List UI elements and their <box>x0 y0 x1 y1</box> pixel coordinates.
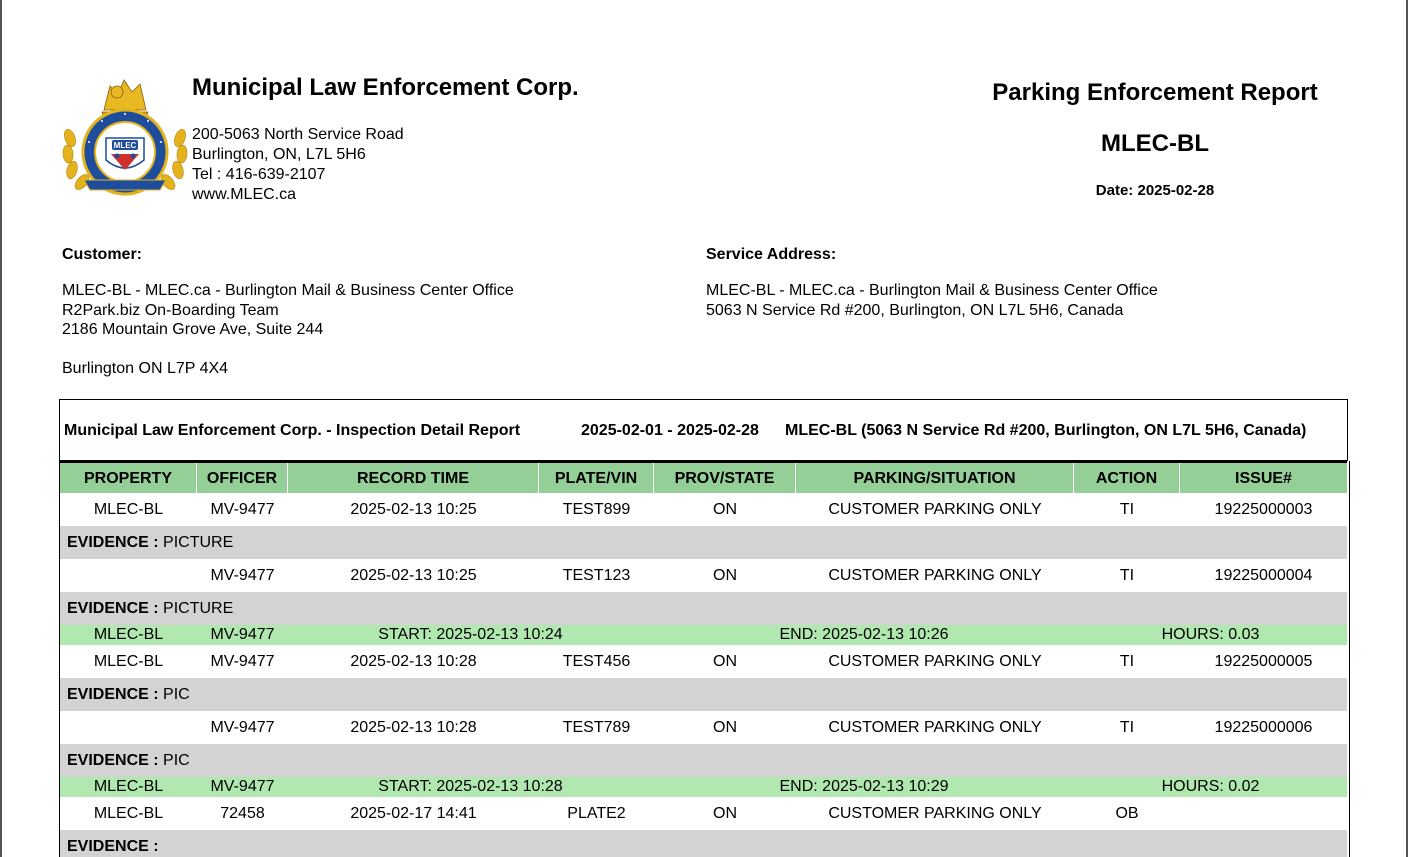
cell-record-time: 2025-02-13 10:25 <box>350 567 477 584</box>
detail-report-site: MLEC-BL (5063 N Service Rd #200, Burlington, ON L7L 5H6, Canada) <box>785 422 1307 439</box>
cell-issue: 19225000005 <box>1214 653 1313 670</box>
address-city: Burlington, ON, L7L 5H6 <box>192 146 366 163</box>
session-end: END: 2025-02-13 10:26 <box>779 626 949 643</box>
service-address-line: MLEC-BL - MLEC.ca - Burlington Mail & Business Center Office <box>706 282 1158 299</box>
cell-prov-state: ON <box>713 501 737 518</box>
cell-issue: 19225000003 <box>1214 501 1313 518</box>
cell-officer: MV-9477 <box>210 501 275 518</box>
cell-action: TI <box>1119 567 1135 584</box>
cell-record-time: 2025-02-13 10:25 <box>350 501 477 518</box>
cell-parking-situation: CUSTOMER PARKING ONLY <box>828 719 1042 736</box>
column-header-issue: ISSUE# <box>1235 470 1292 487</box>
cell-record-time: 2025-02-13 10:28 <box>350 653 477 670</box>
session-end: END: 2025-02-13 10:29 <box>779 778 949 795</box>
evidence-label: EVIDENCE : PIC <box>67 686 190 703</box>
cell-parking-situation: CUSTOMER PARKING ONLY <box>828 501 1042 518</box>
column-header-action: ACTION <box>1074 463 1180 493</box>
cell-property: MLEC-BL <box>93 501 164 518</box>
page-border-left <box>0 0 2 857</box>
cell-officer: MV-9477 <box>210 653 275 670</box>
svg-text:MLEC: MLEC <box>113 141 137 150</box>
evidence-row <box>60 592 1347 625</box>
session-property: MLEC-BL <box>93 778 164 795</box>
address-website: www.MLEC.ca <box>192 186 297 203</box>
service-address-heading: Service Address: <box>706 246 837 263</box>
column-header-record-time: RECORD TIME <box>288 463 539 493</box>
cell-prov-state: ON <box>713 719 737 736</box>
customer-line: MLEC-BL - MLEC.ca - Burlington Mail & Business Center Office <box>62 282 514 299</box>
customer-address <box>62 281 514 340</box>
cell-plate-vin: TEST456 <box>562 653 631 670</box>
cell-plate-vin: TEST899 <box>562 501 631 518</box>
session-hours: HOURS: 0.02 <box>1161 778 1260 795</box>
cell-plate-vin: TEST123 <box>562 567 631 584</box>
column-header-parking-situation: PARKING/SITUATION <box>796 463 1074 493</box>
cell-action: TI <box>1119 653 1135 670</box>
session-summary-row <box>60 777 1347 797</box>
cell-prov-state: ON <box>713 567 737 584</box>
report-code: MLEC-BL <box>1101 130 1209 157</box>
cell-action: TI <box>1119 719 1135 736</box>
session-summary-row <box>60 625 1347 645</box>
column-header-property: PROPERTY <box>60 463 197 493</box>
table-row <box>60 797 1347 830</box>
cell-officer: MV-9477 <box>210 719 275 736</box>
evidence-row <box>60 830 1347 857</box>
customer-line: 2186 Mountain Grove Ave, Suite 244 <box>62 321 324 339</box>
column-header-plate-vin: PLATE/VIN <box>539 463 654 493</box>
evidence-row <box>60 744 1347 777</box>
address-street: 200-5063 North Service Road <box>192 126 404 143</box>
column-header-prov-state: PROV/STATE <box>654 463 796 493</box>
cell-issue: 19225000004 <box>1214 567 1313 584</box>
cell-parking-situation: CUSTOMER PARKING ONLY <box>828 567 1042 584</box>
cell-record-time: 2025-02-17 14:41 <box>350 805 477 822</box>
evidence-row <box>60 678 1347 711</box>
evidence-label: EVIDENCE : PICTURE <box>67 534 234 551</box>
service-address-line: 5063 N Service Rd #200, Burlington, ON L7L 5H6, Canada <box>706 301 1124 319</box>
company-name: Municipal Law Enforcement Corp. <box>192 74 579 101</box>
evidence-label: EVIDENCE : <box>67 838 159 855</box>
session-hours: HOURS: 0.03 <box>1161 626 1260 643</box>
report-date: Date: 2025-02-28 <box>1095 182 1215 199</box>
customer-heading: Customer: <box>62 246 143 263</box>
inspection-table <box>59 461 1350 857</box>
cell-action: TI <box>1119 501 1135 518</box>
cell-record-time: 2025-02-13 10:28 <box>350 719 477 736</box>
address-phone: Tel : 416-639-2107 <box>192 166 326 183</box>
cell-officer: MV-9477 <box>210 567 275 584</box>
table-row <box>60 711 1347 744</box>
mlec-logo-badge <box>62 76 188 198</box>
table-row <box>60 493 1347 526</box>
session-officer: MV-9477 <box>210 778 275 795</box>
cell-plate-vin: PLATE2 <box>567 805 626 822</box>
evidence-label: EVIDENCE : PICTURE <box>67 600 234 617</box>
column-header-officer: OFFICER <box>197 463 288 493</box>
customer-line: R2Park.biz On-Boarding Team <box>62 301 279 319</box>
evidence-row <box>60 526 1347 559</box>
cell-action: OB <box>1115 805 1139 822</box>
evidence-label: EVIDENCE : PIC <box>67 752 190 769</box>
customer-city-line: Burlington ON L7P 4X4 <box>62 360 229 377</box>
cell-officer: 72458 <box>220 805 265 822</box>
detail-report-banner <box>59 399 1348 461</box>
table-row <box>60 559 1347 592</box>
cell-issue: 19225000006 <box>1214 719 1313 736</box>
session-start: START: 2025-02-13 10:24 <box>378 626 563 643</box>
detail-report-title: Municipal Law Enforcement Corp. - Inspection Detail Report <box>64 422 521 439</box>
cell-parking-situation: CUSTOMER PARKING ONLY <box>828 653 1042 670</box>
company-address <box>192 125 404 205</box>
service-address <box>706 281 1158 320</box>
cell-parking-situation: CUSTOMER PARKING ONLY <box>828 805 1042 822</box>
cell-prov-state: ON <box>713 805 737 822</box>
detail-report-range: 2025-02-01 - 2025-02-28 <box>581 422 759 439</box>
cell-prov-state: ON <box>713 653 737 670</box>
table-header <box>60 461 1347 493</box>
cell-plate-vin: TEST789 <box>562 719 631 736</box>
cell-property: MLEC-BL <box>93 805 164 822</box>
table-row <box>60 645 1347 678</box>
session-officer: MV-9477 <box>210 626 275 643</box>
table-body <box>60 493 1347 857</box>
session-property: MLEC-BL <box>93 626 164 643</box>
report-title: Parking Enforcement Report <box>992 79 1318 106</box>
cell-property: MLEC-BL <box>93 653 164 670</box>
session-start: START: 2025-02-13 10:28 <box>378 778 563 795</box>
